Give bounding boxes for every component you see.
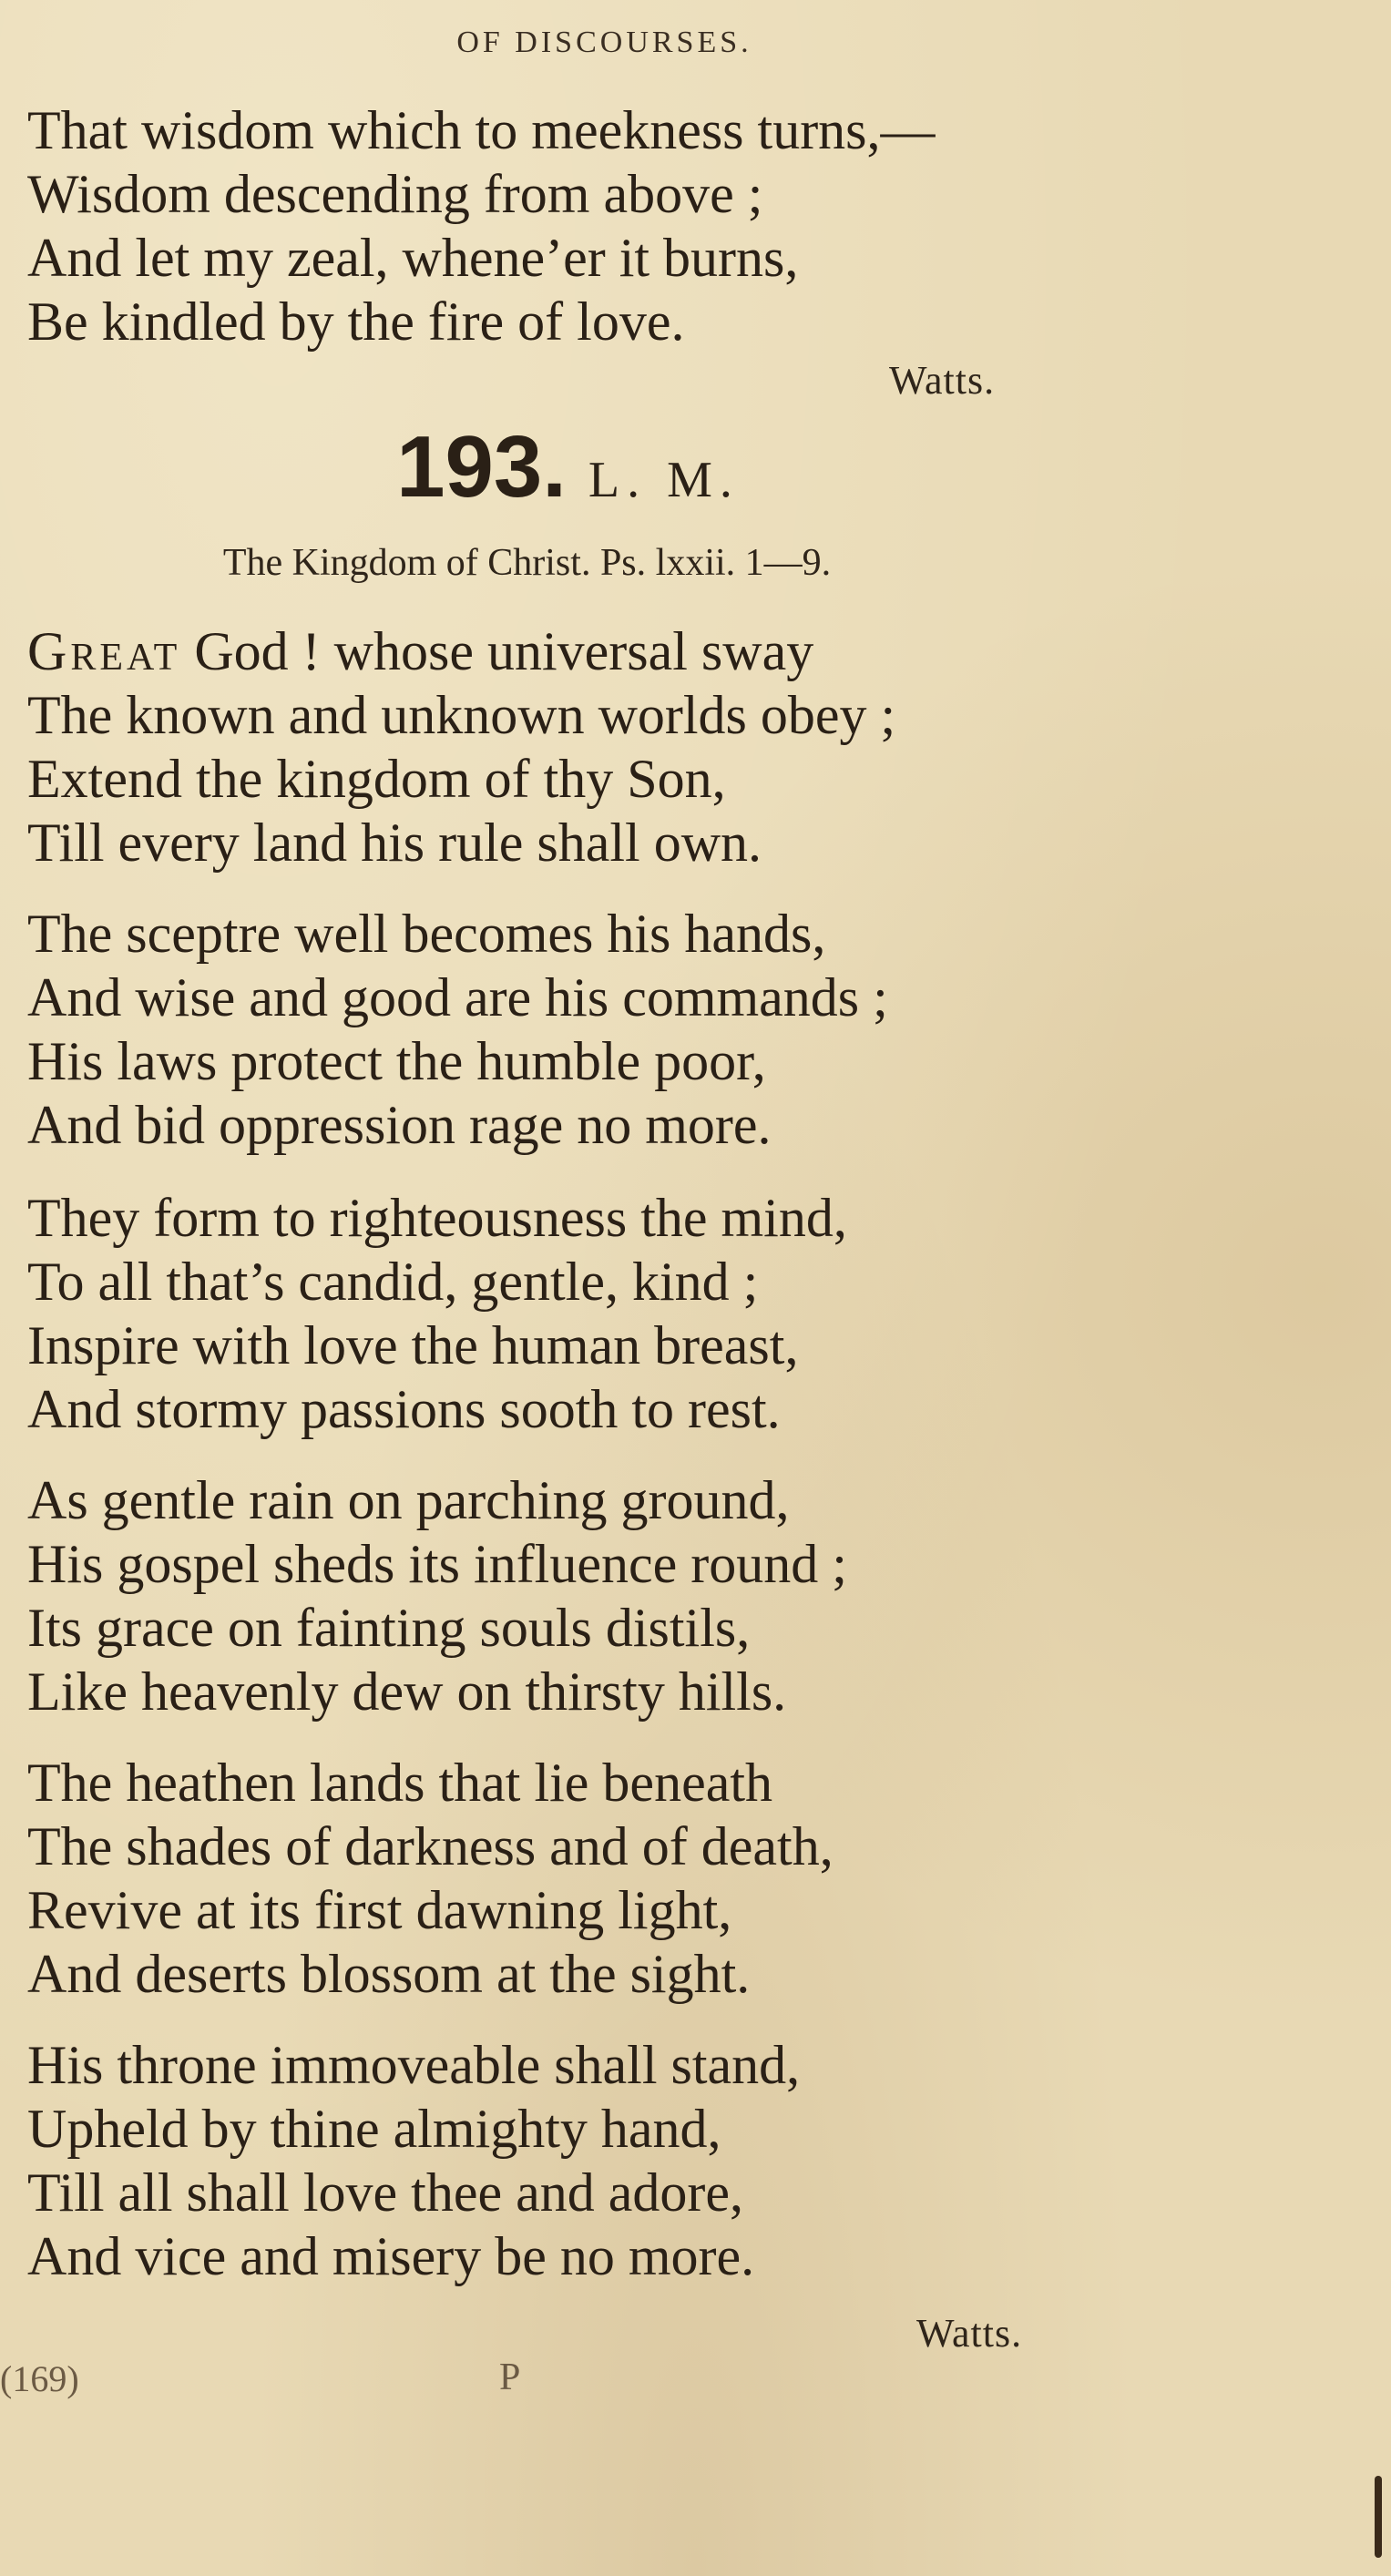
- signature-mark: P: [499, 2356, 521, 2398]
- verse-line: And deserts blossom at the sight.: [27, 1944, 751, 2004]
- hymn-attribution: Watts.: [916, 2311, 1023, 2356]
- verse-line: Upheld by thine almighty hand,: [27, 2099, 721, 2159]
- verse-line: To all that’s candid, gentle, kind ;: [27, 1252, 759, 1312]
- verse-line: The known and unknown worlds obey ;: [27, 685, 896, 745]
- verse-line: Like heavenly dew on thirsty hills.: [27, 1661, 787, 1722]
- verse-line: His laws protect the humble poor,: [27, 1031, 766, 1091]
- hymn-subtitle: The Kingdom of Christ. Ps. lxxii. 1—9.: [222, 542, 832, 584]
- verse-line: Wisdom descending from above ;: [27, 164, 763, 224]
- verse-line: The heathen lands that lie beneath: [27, 1753, 772, 1813]
- verse-line: They form to righteousness the mind,: [27, 1188, 847, 1248]
- verse-line: That wisdom which to meekness turns,—: [27, 100, 936, 160]
- verse-line: As gentle rain on parching ground,: [27, 1470, 790, 1530]
- hymn-heading: [0, 417, 1391, 517]
- verse-line: Revive at its first dawning light,: [27, 1880, 732, 1940]
- verse-line: The shades of darkness and of death,: [27, 1816, 834, 1876]
- verse-line: Extend the kingdom of thy Son,: [27, 749, 726, 809]
- hymn-meter: L. M.: [588, 452, 740, 508]
- running-head: OF DISCOURSES.: [456, 26, 752, 59]
- stanza-1: [27, 619, 1157, 874]
- verse-line: The sceptre well becomes his hands,: [27, 904, 826, 964]
- verse-line: And bid oppression rage no more.: [27, 1095, 772, 1155]
- previous-hymn-stanza: [27, 98, 1157, 353]
- first-line-rest: God ! whose universal sway: [180, 621, 814, 681]
- stanza-3: [27, 1186, 1157, 1441]
- verse-line: Till every land his rule shall own.: [27, 813, 762, 873]
- stanza-6: [27, 2033, 1157, 2288]
- verse-line-first: [27, 619, 1157, 683]
- verse-line: Till all shall love thee and adore,: [27, 2162, 743, 2223]
- verse-line: His throne immoveable shall stand,: [27, 2035, 801, 2095]
- verse-line: And vice and misery be no more.: [27, 2226, 755, 2286]
- verse-line: And wise and good are his commands ;: [27, 967, 888, 1027]
- page-number: (169): [0, 2358, 79, 2399]
- verse-line: Its grace on fainting souls distils,: [27, 1598, 751, 1658]
- verse-line: Inspire with love the human breast,: [27, 1315, 799, 1375]
- hymn-number: 193.: [396, 418, 567, 516]
- verse-line: And stormy passions sooth to rest.: [27, 1379, 781, 1439]
- verse-line: Be kindled by the fire of love.: [27, 291, 685, 352]
- previous-hymn-attribution: Watts.: [889, 358, 996, 403]
- stanza-4: [27, 1468, 1157, 1723]
- first-word: Great: [27, 621, 181, 681]
- verse-line: His gospel sheds its influence round ;: [27, 1534, 847, 1594]
- stanza-2: [27, 902, 1157, 1157]
- verse-line: And let my zeal, whene’er it burns,: [27, 228, 799, 288]
- stanza-5: [27, 1751, 1157, 2006]
- page-edge-mark: [1375, 2476, 1382, 2558]
